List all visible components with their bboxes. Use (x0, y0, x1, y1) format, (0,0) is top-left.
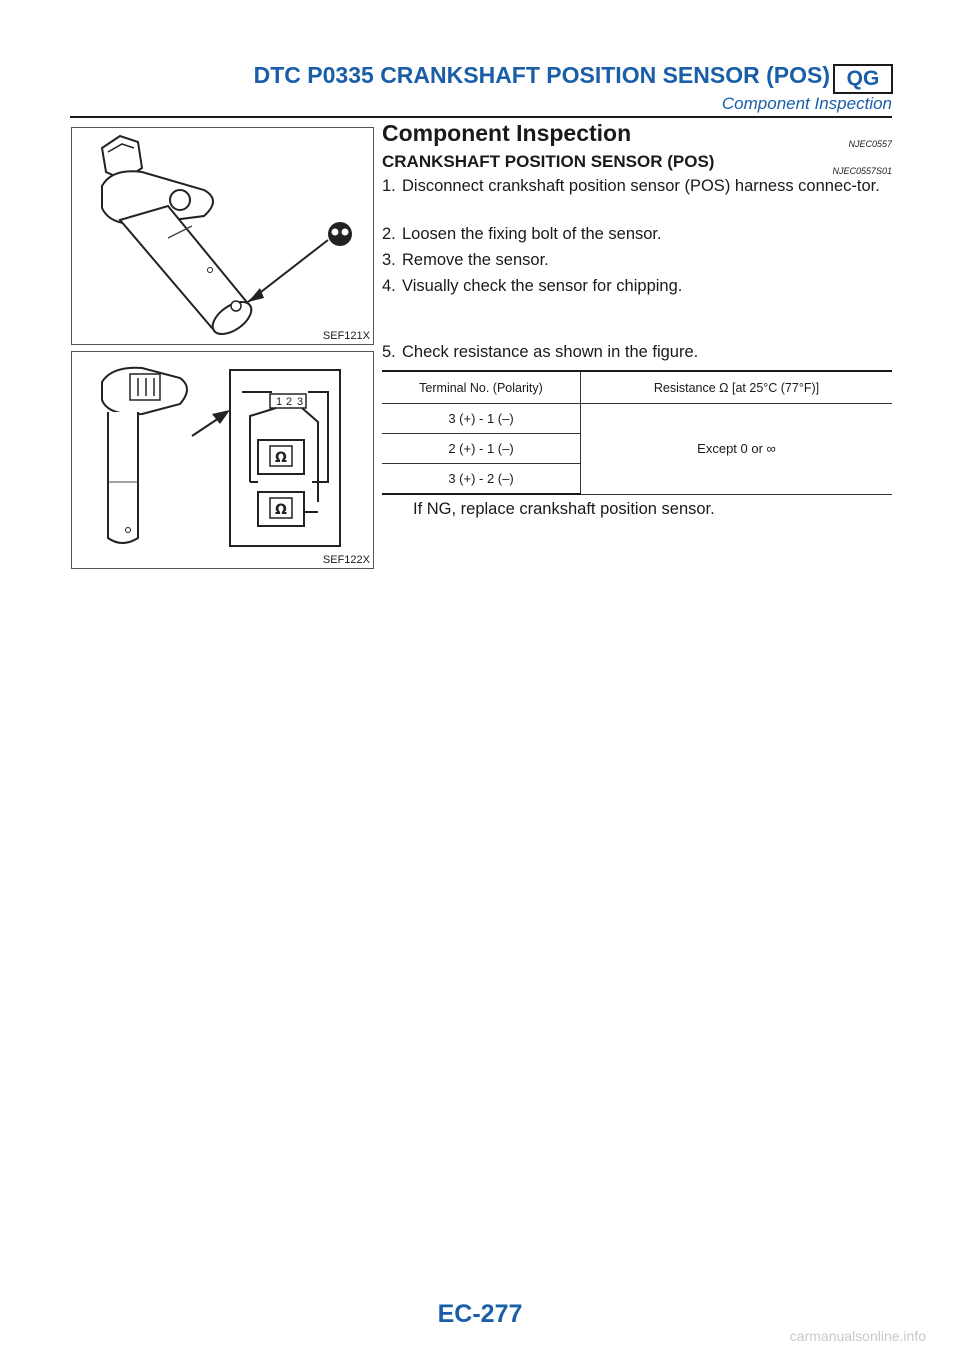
step-text: Loosen the fixing bolt of the sensor. (402, 225, 662, 243)
column-header-resistance: Resistance Ω [at 25°C (77°F)] (581, 371, 893, 404)
step-text: Remove the sensor. (402, 251, 549, 269)
step-number: 5. (382, 343, 396, 361)
table-header-row (382, 371, 892, 404)
ohm-symbol: Ω (275, 502, 287, 518)
terminal-cell: 3 (+) - 2 (–) (382, 464, 581, 495)
terminal-3-label: 3 (297, 396, 304, 408)
step-number: 2. (382, 225, 396, 243)
step-4 (382, 276, 894, 297)
step-number: 3. (382, 251, 396, 269)
page-number: EC-277 (437, 1300, 523, 1328)
step-text: Disconnect crankshaft position sensor (POS) harness connec-tor. (402, 177, 880, 195)
subsection-code: NJEC0557S01 (832, 166, 892, 176)
header-subtitle: Component Inspection (721, 94, 892, 113)
sensor-illustration (72, 128, 373, 344)
section-code: NJEC0557 (848, 139, 892, 149)
engine-code-badge: QG (833, 64, 893, 94)
figure-resistance-check (71, 351, 374, 569)
step-5 (382, 342, 894, 363)
step-3 (382, 250, 894, 271)
section-title: Component Inspection (382, 120, 632, 146)
page-header-title (253, 62, 892, 92)
terminal-2-label: 2 (286, 396, 293, 408)
header-title-text: DTC P0335 CRANKSHAFT POSITION SENSOR (POS) (253, 62, 830, 88)
step-number: 1. (382, 177, 396, 195)
figure-sensor-chipping (71, 127, 374, 345)
figure-caption: SEF121X (322, 330, 370, 342)
terminal-cell: 2 (+) - 1 (–) (382, 434, 581, 464)
subsection-title: CRANKSHAFT POSITION SENSOR (POS) (382, 152, 715, 171)
column-header-terminal: Terminal No. (Polarity) (382, 371, 581, 404)
step-text: Visually check the sensor for chipping. (402, 277, 683, 295)
terminal-1-label: 1 (276, 396, 283, 408)
step-2 (382, 224, 894, 245)
step-text: Check resistance as shown in the figure. (402, 343, 699, 361)
step-1 (382, 176, 894, 197)
ohm-symbol: Ω (275, 450, 287, 466)
watermark: carmanualsonline.info (789, 1328, 926, 1344)
ng-note: If NG, replace crankshaft position sensor. (413, 500, 715, 518)
table-row (382, 404, 892, 434)
figure-caption: SEF122X (322, 554, 370, 566)
header-divider (70, 116, 892, 118)
resistance-table (382, 370, 892, 495)
resistance-value-cell: Except 0 or ∞ (581, 404, 893, 495)
terminal-cell: 3 (+) - 1 (–) (382, 404, 581, 434)
step-number: 4. (382, 277, 396, 295)
ohmmeter-illustration (72, 352, 373, 568)
